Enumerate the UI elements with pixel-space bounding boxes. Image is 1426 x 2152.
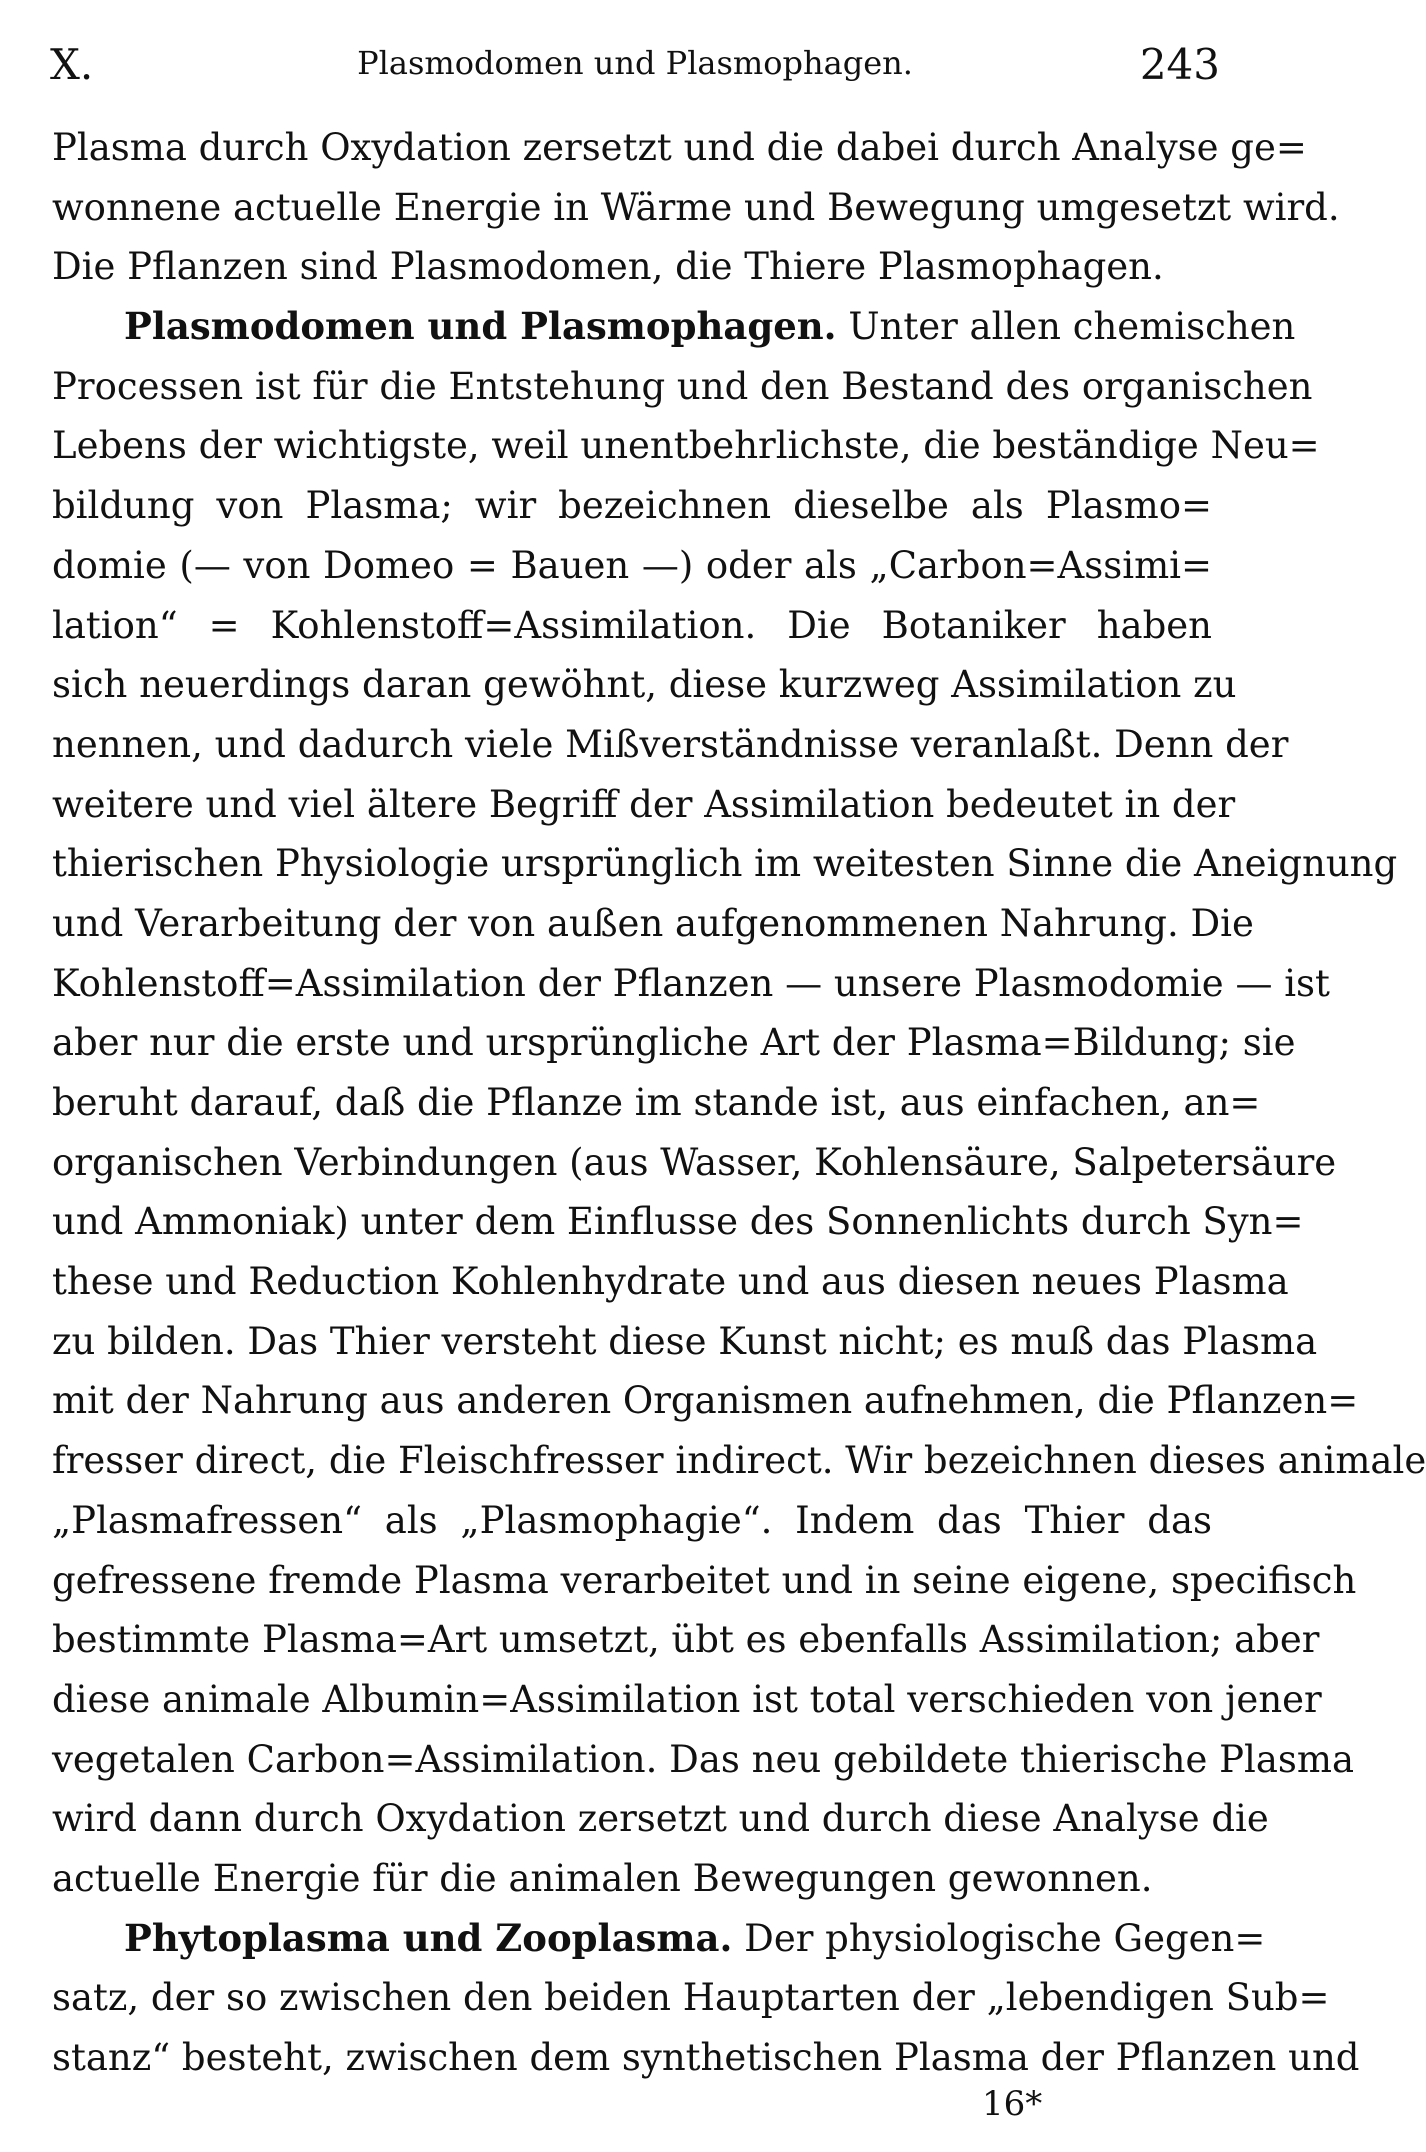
body-text (52, 118, 1426, 2088)
text-line: „Plasmafressen“ als „Plasmophagie“. Indem das Thier das (52, 1498, 1212, 1542)
text-line: Lebens der wichtigste, weil unentbehrlichste, die beständige Neu= (52, 424, 1320, 468)
text-line: wonnene actuelle Energie in Wärme und Bewegung umgesetzt wird. (52, 185, 1340, 229)
text-line: thierischen Physiologie ursprünglich im weitesten Sinne die Aneignung (52, 842, 1398, 886)
text-line: satz, der so zwischen den beiden Hauptarten der „lebendigen Sub= (52, 1976, 1330, 2020)
text-line: Kohlenstoff=Assimilation der Pflanzen — unsere Plasmodomie — ist (52, 961, 1330, 1005)
text-line: stanz“ besteht, zwischen dem synthetischen Plasma der Pflanzen und (52, 2036, 1360, 2079)
text-line: fresser direct, die Fleischfresser indirect. Wir bezeichnen dieses animale (52, 1439, 1426, 1483)
text-line: mit der Nahrung aus anderen Organismen aufnehmen, die Pflanzen= (52, 1379, 1359, 1423)
text-line: gefressene fremde Plasma verarbeitet und in seine eigene, specifisch (52, 1558, 1357, 1602)
text-line: und Verarbeitung der von außen aufgenommenen Nahrung. Die (52, 901, 1254, 945)
running-title: Plasmodomen und Plasmophagen. (357, 44, 913, 82)
text-line: bildung von Plasma; wir bezeichnen dieselbe als Plasmo= (52, 484, 1212, 528)
paragraph-start-line (52, 297, 1296, 357)
text-line: Processen ist für die Entstehung und den Bestand des organischen (52, 364, 1313, 408)
text-fragment: Unter allen chemischen (848, 305, 1296, 349)
signature-mark: 16* (982, 2084, 1043, 2124)
section-heading: Plasmodomen und Plasmophagen. (124, 304, 837, 349)
running-header (50, 40, 1220, 90)
text-line: zu bilden. Das Thier versteht diese Kunst nicht; es muß das Plasma (52, 1319, 1318, 1363)
text-line: actuelle Energie für die animalen Bewegungen gewonnen. (52, 1856, 1153, 1900)
page-number: 243 (1139, 40, 1220, 89)
text-line: nennen, und dadurch viele Mißverständnisse veranlaßt. Denn der (52, 722, 1289, 766)
text-line: beruht darauf, daß die Pflanze im stande ist, aus einfachen, an= (52, 1081, 1261, 1124)
paragraph-start-line (52, 1909, 1266, 1969)
text-line: wird dann durch Oxydation zersetzt und durch diese Analyse die (52, 1797, 1269, 1841)
section-heading: Phytoplasma und Zooplasma. (124, 1915, 733, 1960)
text-line: sich neuerdings daran gewöhnt, diese kurzweg Assimilation zu (52, 663, 1237, 707)
text-line: aber nur die erste und ursprüngliche Art der Plasma=Bildung; sie (52, 1021, 1296, 1065)
text-line: organischen Verbindungen (aus Wasser, Kohlensäure, Salpetersäure (52, 1140, 1337, 1184)
text-line: bestimmte Plasma=Art umsetzt, übt es ebenfalls Assimilation; aber (52, 1618, 1320, 1662)
text-line: diese animale Albumin=Assimilation ist total verschieden von jener (52, 1677, 1322, 1721)
text-line: weitere und viel ältere Begriff der Assimilation bedeutet in der (52, 782, 1236, 826)
text-line: Plasma durch Oxydation zersetzt und die dabei durch Analyse ge= (52, 126, 1307, 169)
text-fragment: Der physiologische Gegen= (744, 1916, 1266, 1960)
text-line: und Ammoniak) unter dem Einflusse des Sonnenlichts durch Syn= (52, 1200, 1304, 1244)
text-line: Die Pflanzen sind Plasmodomen, die Thiere Plasmophagen. (52, 245, 1164, 289)
text-line: vegetalen Carbon=Assimilation. Das neu gebildete thierische Plasma (52, 1737, 1355, 1781)
text-line: these und Reduction Kohlenhydrate und aus diesen neues Plasma (52, 1260, 1289, 1304)
chapter-number: X. (50, 40, 94, 89)
text-line: lation“ = Kohlenstoff=Assimilation. Die Botaniker haben (52, 603, 1212, 647)
text-line: domie (— von Domeo = Bauen —) oder als „Carbon=Assimi= (52, 543, 1212, 587)
